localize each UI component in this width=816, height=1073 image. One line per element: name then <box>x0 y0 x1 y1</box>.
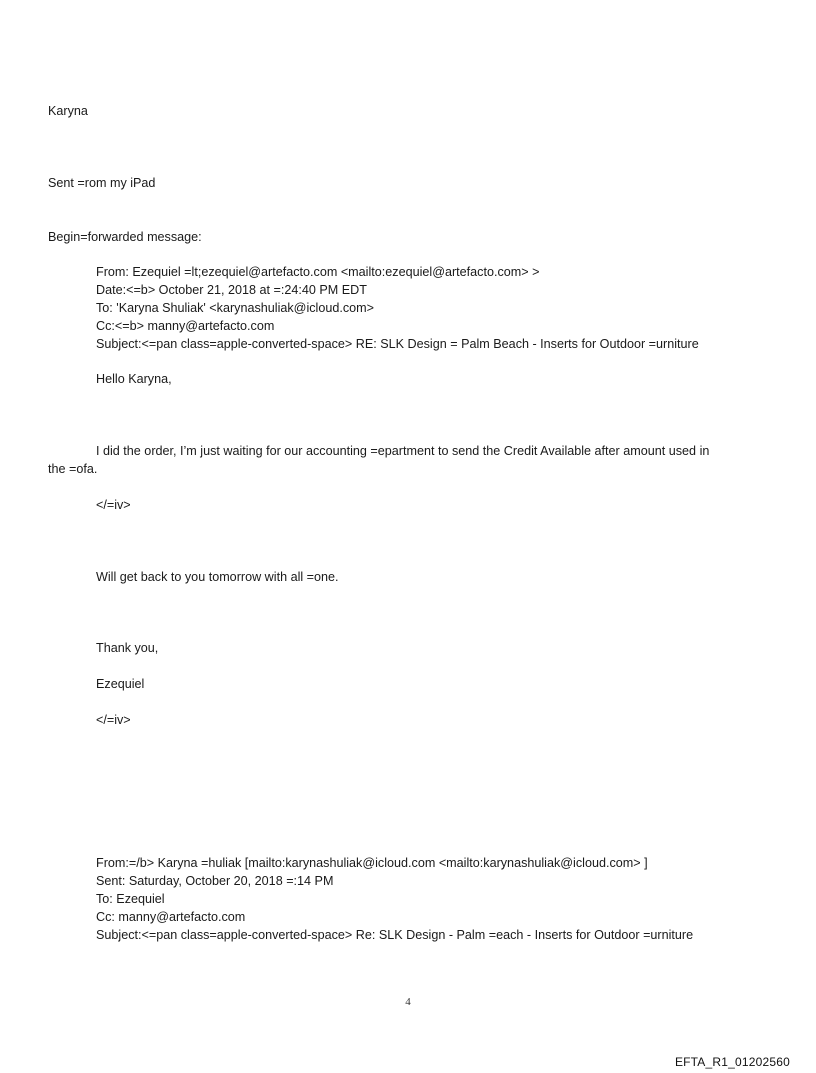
message2-subject: Subject:<=pan class=apple-converted-space> Re: SLK Design - Palm =each - Inserts for Outdoor =urniture <box>96 928 694 942</box>
message1-body-line2: the =ofa. <box>48 462 98 476</box>
message1-from: From: Ezequiel =lt;ezequiel@artefacto.com <mailto:ezequiel@artefacto.com> > <box>96 265 540 279</box>
message1-body-line1: I did the order, I’m just waiting for our accounting =epartment to send the Credit Available after amount used in <box>96 444 710 458</box>
message1-cc: Cc:<=b> manny@artefacto.com <box>96 319 275 333</box>
message1-followup: Will get back to you tomorrow with all =one. <box>96 570 339 584</box>
forward-intro: Begin=forwarded message: <box>48 230 202 244</box>
page-number: 4 <box>405 996 411 1008</box>
message1-date: Date:<=b> October 21, 2018 at =:24:40 PM EDT <box>96 283 367 297</box>
sent-from-line: Sent =rom my iPad <box>48 176 156 190</box>
message2-sent: Sent: Saturday, October 20, 2018 =:14 PM <box>96 874 334 888</box>
message1-greeting: Hello Karyna, <box>96 372 172 386</box>
signature-name: Karyna <box>48 104 88 118</box>
message1-subject: Subject:<=pan class=apple-converted-space> RE: SLK Design = Palm Beach - Inserts for Outdoor =urniture <box>96 337 699 351</box>
message1-div-close-2: </=iv> <box>96 713 131 727</box>
message2-cc: Cc: manny@artefacto.com <box>96 910 246 924</box>
message1-div-close-1: </=iv> <box>96 498 131 512</box>
message1-signoff: Ezequiel <box>96 677 145 691</box>
message1-thanks: Thank you, <box>96 641 159 655</box>
message2-to: To: Ezequiel <box>96 892 165 906</box>
message2-from: From:=/b> Karyna =huliak [mailto:karynashuliak@icloud.com <mailto:karynashuliak@icloud.com> ] <box>96 856 648 870</box>
message1-to: To: 'Karyna Shuliak' <karynashuliak@icloud.com> <box>96 301 375 315</box>
bates-stamp: EFTA_R1_01202560 <box>674 1055 790 1069</box>
